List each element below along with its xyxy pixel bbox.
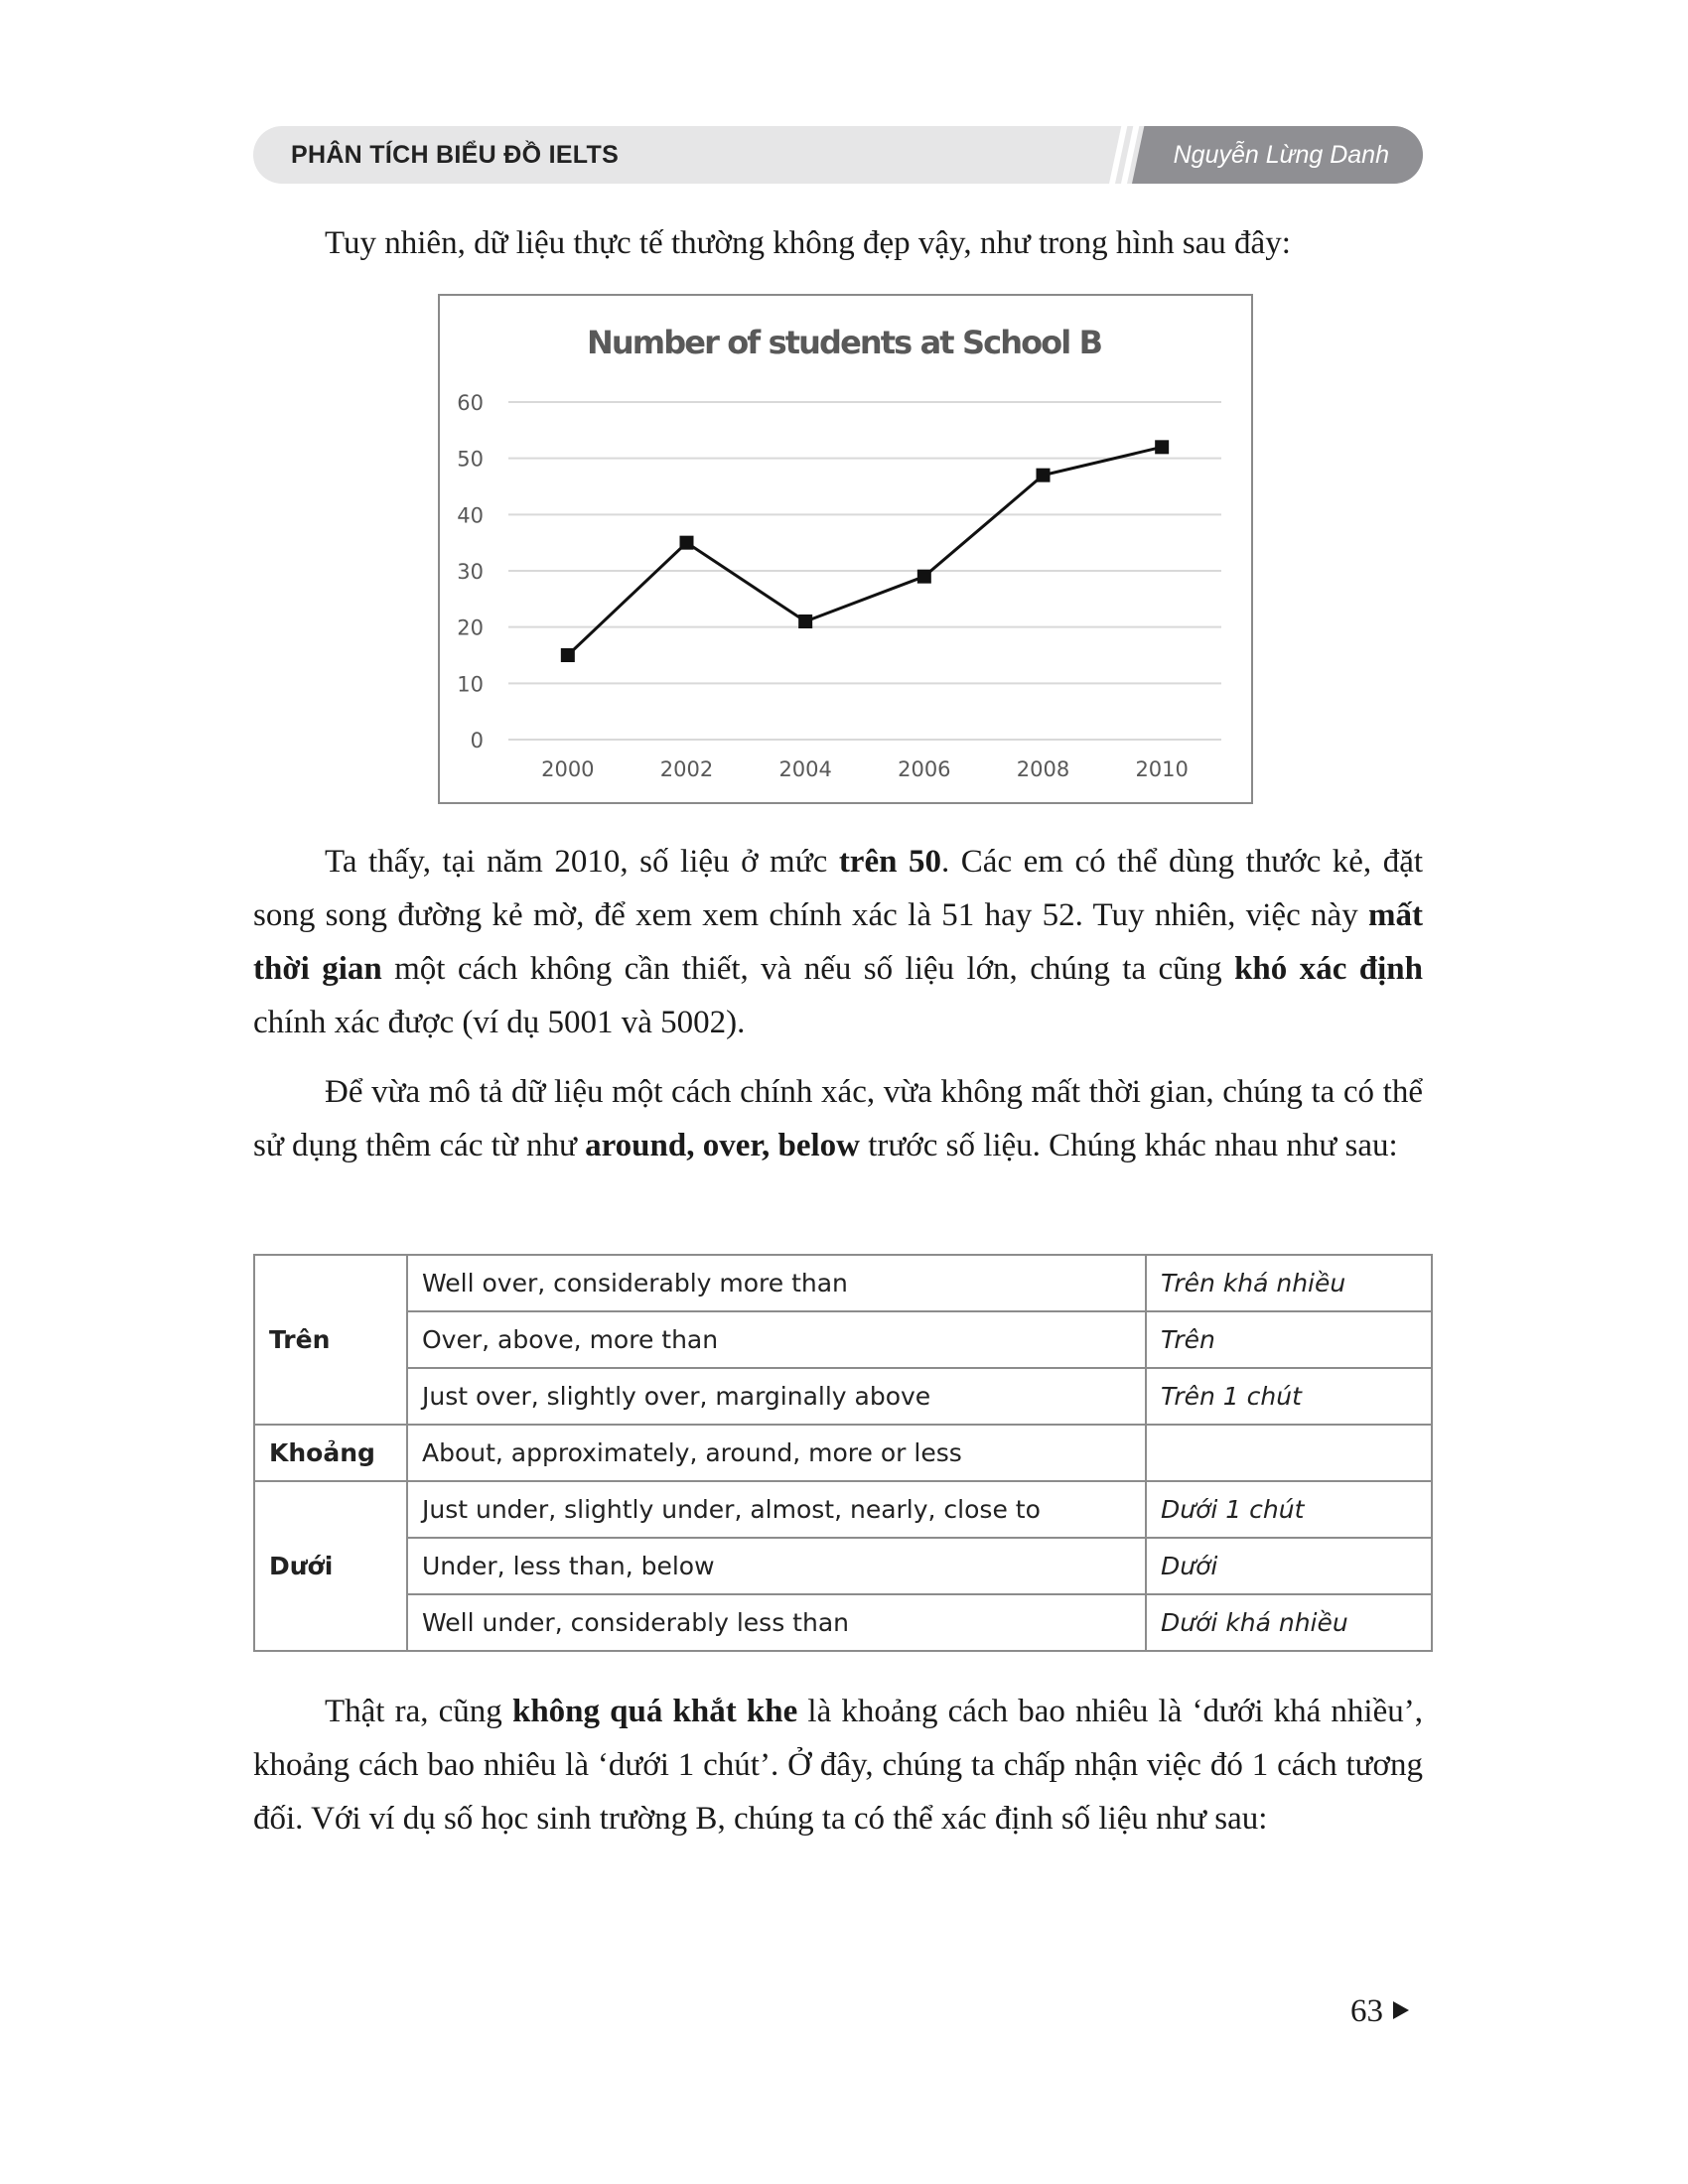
author-name: Nguyễn Lừng Danh <box>1173 141 1389 169</box>
table-row <box>254 1594 1432 1651</box>
quantifier-table <box>253 1254 1433 1652</box>
intro-line <box>253 216 1423 270</box>
x-tick-label: 2002 <box>659 757 714 781</box>
text: một cách không cần thiết, và nếu số liệu lớn, chúng ta cũng <box>381 951 1235 987</box>
vietnamese-meaning-cell: Trên khá nhiều <box>1146 1255 1432 1311</box>
english-phrase-cell: Well under, considerably less than <box>407 1594 1146 1651</box>
x-tick-label: 2010 <box>1135 757 1189 781</box>
y-tick-label: 0 <box>470 729 484 752</box>
table-row <box>254 1255 1432 1311</box>
data-point-marker <box>798 614 812 628</box>
text: là khoảng cách bao nhiêu là ‘dưới khá nhiều’, khoảng cách bao nhiêu là ‘dưới 1 chút’. Ở đây, chúng ta chấp nhận việc đó 1 cách tương đối. Với ví dụ số học sinh trường B, chúng ta có thể xác định số liệu như sau: <box>253 1694 1423 1837</box>
data-point-marker <box>1155 440 1169 454</box>
page-number-text: 63 <box>1350 1993 1383 2029</box>
text: Ta thấy, tại năm 2010, số liệu ở mức <box>325 844 839 880</box>
category-cell: Trên <box>254 1255 407 1425</box>
running-header <box>253 126 1423 184</box>
english-phrase-cell: Under, less than, below <box>407 1538 1146 1594</box>
paragraph-2 <box>253 1065 1423 1172</box>
table-row <box>254 1368 1432 1425</box>
book-title: PHÂN TÍCH BIỂU ĐỒ IELTS <box>291 141 620 169</box>
category-cell: Khoảng <box>254 1425 407 1481</box>
paragraph-3 <box>253 1685 1423 1845</box>
arrow-right-icon <box>1393 2001 1409 2019</box>
y-tick-label: 10 <box>457 672 484 697</box>
bold-text: around, over, below <box>585 1128 860 1163</box>
x-tick-label: 2008 <box>1016 757 1070 781</box>
y-tick-label: 50 <box>457 447 484 472</box>
english-phrase-cell: Just under, slightly under, almost, nearly, close to <box>407 1481 1146 1538</box>
vietnamese-meaning-cell: Dưới 1 chút <box>1146 1481 1432 1538</box>
bold-text: khó xác định <box>1234 951 1423 987</box>
text: . Các em có thể dùng thước kẻ, đặt song song đường kẻ mờ, để xem xem chính xác là 51 hay 52. Tuy nhiên, việc này <box>253 844 1424 933</box>
y-tick-label: 30 <box>457 560 484 584</box>
y-tick-label: 40 <box>457 503 484 528</box>
bold-text: mất thời gian <box>253 897 1423 987</box>
text: Để vừa mô tả dữ liệu một cách chính xác, vừa không mất thời gian, chúng ta có thể sử dụng thêm các từ như <box>253 1074 1423 1163</box>
category-cell: Dưới <box>254 1481 407 1651</box>
y-tick-label: 60 <box>457 391 484 415</box>
english-phrase-cell: About, approximately, around, more or less <box>407 1425 1146 1481</box>
vietnamese-meaning-cell: Trên <box>1146 1311 1432 1368</box>
vietnamese-meaning-cell: Dưới <box>1146 1538 1432 1594</box>
data-line <box>568 447 1162 655</box>
page-number <box>1350 1993 1409 2030</box>
english-phrase-cell: Over, above, more than <box>407 1311 1146 1368</box>
data-point-marker <box>1037 469 1051 482</box>
x-tick-label: 2004 <box>778 757 832 781</box>
table-row <box>254 1425 1432 1481</box>
text: trước số liệu. Chúng khác nhau như sau: <box>859 1128 1398 1163</box>
x-tick-label: 2000 <box>541 757 595 781</box>
english-phrase-cell: Well over, considerably more than <box>407 1255 1146 1311</box>
data-point-marker <box>561 648 575 662</box>
table-row <box>254 1538 1432 1594</box>
chart-title: Number of students at School B <box>587 324 1103 361</box>
english-phrase-cell: Just over, slightly over, marginally above <box>407 1368 1146 1425</box>
text: Thật ra, cũng <box>325 1694 512 1729</box>
x-tick-label: 2006 <box>898 757 951 781</box>
vietnamese-meaning-cell: Dưới khá nhiều <box>1146 1594 1432 1651</box>
chart-canvas <box>440 296 1251 802</box>
table-row <box>254 1311 1432 1368</box>
intro-text: Tuy nhiên, dữ liệu thực tế thường không đẹp vậy, như trong hình sau đây: <box>325 225 1291 261</box>
vietnamese-meaning-cell <box>1146 1425 1432 1481</box>
text: chính xác được (ví dụ 5001 và 5002). <box>253 1005 746 1040</box>
table-row <box>254 1481 1432 1538</box>
vietnamese-meaning-cell: Trên 1 chút <box>1146 1368 1432 1425</box>
paragraph-1 <box>253 835 1423 1049</box>
bold-text: không quá khắt khe <box>511 1694 798 1729</box>
y-tick-label: 20 <box>457 615 484 640</box>
line-chart <box>438 294 1253 804</box>
bold-text: trên 50 <box>838 844 941 880</box>
data-point-marker <box>680 536 694 550</box>
data-point-marker <box>917 570 931 584</box>
